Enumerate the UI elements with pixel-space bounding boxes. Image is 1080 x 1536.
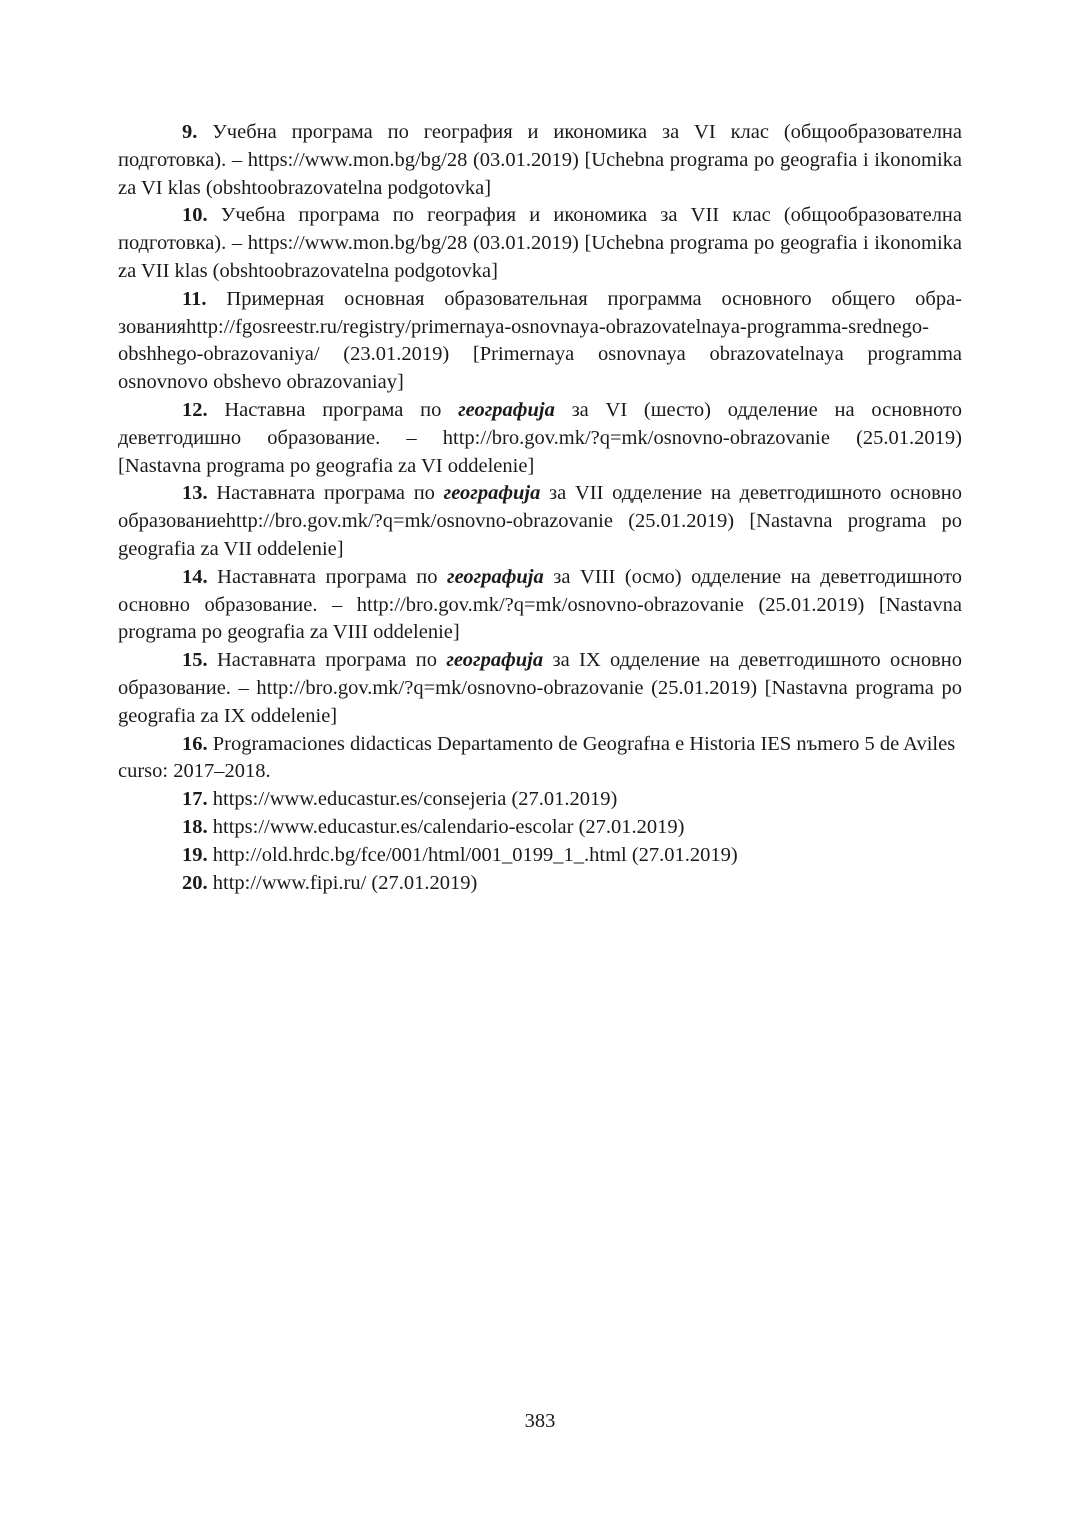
reference-number: 13.: [182, 482, 208, 505]
reference-link: http://www.fipi.ru/ (27.01.2019): [207, 871, 478, 894]
reference-emphasis: географија: [447, 565, 544, 588]
reference-text: за VI (шесто) одделение на основното деветгодишно образование. – http://bro.gov.mk/?q=mk/osnovno-obrazovanie (25.01.2019) [Nastavna programa po geografia za VI oddelenie]: [118, 398, 962, 477]
reference-item-11: [118, 286, 962, 397]
reference-number: 19.: [182, 843, 208, 866]
reference-emphasis: географија: [458, 398, 555, 421]
reference-number: 12.: [182, 398, 208, 421]
reference-number: 18.: [182, 815, 208, 838]
reference-item-14: [118, 564, 962, 647]
reference-number: 16.: [182, 732, 208, 755]
reference-text: Наставната програма по: [207, 565, 447, 588]
reference-text: Наставна програма по: [207, 398, 459, 421]
reference-list: [118, 119, 962, 897]
reference-number: 10.: [182, 204, 208, 227]
reference-item-9: [118, 119, 962, 202]
page-number: 383: [524, 1410, 556, 1432]
reference-link: https://www.educastur.es/consejeria (27.01.2019): [207, 788, 618, 811]
reference-number: 15.: [182, 649, 208, 672]
reference-item-18: [118, 814, 962, 842]
reference-number: 9.: [182, 121, 198, 143]
reference-item-12: [118, 397, 962, 480]
reference-emphasis: географија: [446, 649, 544, 672]
reference-text: Примерная основная образовательная программа основного общего образованияhttp://fgosreestr.ru/registry/primernaya-osnovnaya-obrazovatelnaya-programma-srednego-obshhego-obrazovaniya/ (23.01.2019) [Primernaya osnovnaya obrazovatelnaya programma osnovnovo obshevo obrazovaniay]: [118, 287, 962, 394]
reference-item-20: [118, 870, 962, 898]
reference-text: Programaciones didacticas Departamento de Geografнa e Historia IES nъmero 5 de Aviles curso: 2017–2018.: [118, 732, 956, 783]
reference-number: 20.: [182, 871, 208, 894]
reference-link: https://www.educastur.es/calendario-escolar (27.01.2019): [207, 815, 685, 838]
reference-item-10: [118, 202, 962, 285]
reference-item-13: [118, 480, 962, 563]
reference-text: Наставната програма по: [207, 649, 447, 672]
reference-number: 11.: [182, 287, 207, 310]
reference-link: http://old.hrdc.bg/fce/001/html/001_0199_1_.html (27.01.2019): [207, 843, 738, 866]
reference-text: Наставната програма по: [207, 482, 444, 505]
reference-item-15: [118, 647, 962, 730]
reference-number: 17.: [182, 788, 208, 811]
reference-text: за VIII (осмо) одделение на деветгодишното основно образование. – http://bro.gov.mk/?q=mk/osnovno-obrazovanie (25.01.2019) [Nastavna programa po geografia za VIII oddelenie]: [118, 565, 963, 644]
reference-text: Учебна програма по география и икономика за VI клас (общообразователна подготовка). – https://www.mon.bg/bg/28 (03.01.2019) [Uchebna programa po geografia i ikonomika za VI klas (obshtoobrazovatelna podgotovka]: [118, 121, 962, 199]
reference-item-19: [118, 842, 962, 870]
reference-emphasis: географија: [443, 482, 541, 505]
reference-item-16: [118, 731, 962, 787]
reference-number: 14.: [182, 565, 208, 588]
reference-text: за VII одделение на деветгодишното основно образованиеhttp://bro.gov.mk/?q=mk/osnovno-obrazovanie (25.01.2019) [Nastavna programa po geografia za VII oddelenie]: [118, 482, 962, 560]
reference-item-17: [118, 786, 962, 814]
reference-text: Учебна програма по география и икономика за VII клас (общообразователна подготовка). – https://www.mon.bg/bg/28 (03.01.2019) [Uchebna programa po geografia i ikonomika za VII klas (obshtoobrazovatelna podgotovka]: [118, 204, 962, 282]
reference-text: за IX одделение на деветгодишното основно образование. – http://bro.gov.mk/?q=mk/osnovno-obrazovanie (25.01.2019) [Nastavna programa po geografia za IX oddelenie]: [118, 649, 962, 727]
